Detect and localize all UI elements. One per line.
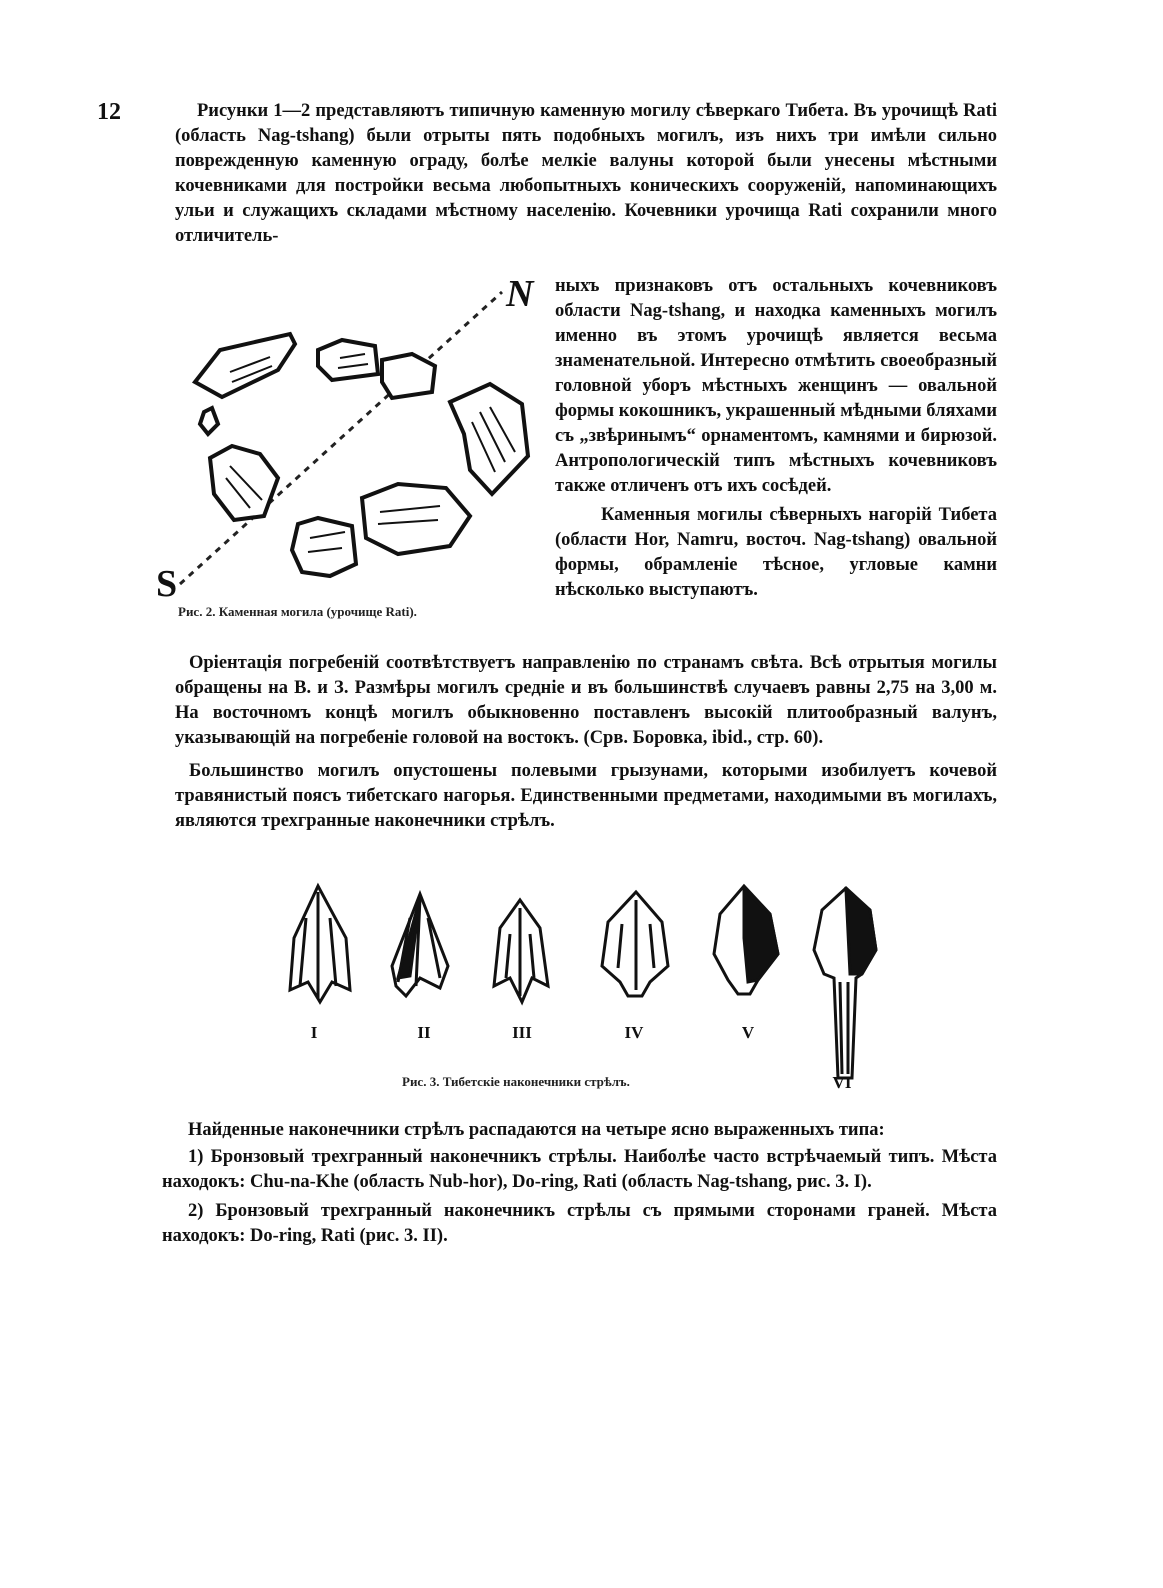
stone-3 xyxy=(382,354,435,398)
paragraph-1-text: Рисунки 1—2 представляютъ типичную каменную могилу сѣверкаго Тибета. Въ урочищѣ Rati (область Nag-tshang) были отрыты пять подобныхъ могилъ, изъ нихъ три имѣли сильно поврежденную каменную ограду, болѣе мелкіе валуны которой были унесены мѣстными кочевниками для постройки весьма любопытныхъ коническихъ сооруженій, напоминающихъ ульи и служащихъ складами мѣстному населенію. Кочевники урочища Rati сохранили много отличитель- xyxy=(175,101,997,246)
figure-3-arrowheads xyxy=(270,878,910,1098)
stone-2 xyxy=(318,340,378,380)
stone-5 xyxy=(450,384,528,494)
stone-7 xyxy=(362,484,470,554)
arrowhead-label-4: IV xyxy=(624,1023,644,1042)
south-label: S xyxy=(156,563,178,605)
paragraphs-5-7 xyxy=(162,1118,997,1249)
paragraph-1-continuation: ныхъ признаковъ отъ остальныхъ кочевниковъ области Nag-tshang, и находка каменныхъ могилъ именно въ этомъ урочищѣ является весьма знаменательной. Интересно отмѣтить своеобразный головной уборъ мѣстныхъ женщинъ — овальной формы кокошникъ, украшенный мѣдными бляхами съ „звѣринымъ“ орнаментомъ, камнями и бирюзой. Антропологическій типъ мѣстныхъ кочевниковъ также отличенъ отъ ихъ сосѣдей. xyxy=(555,276,997,496)
paragraphs-3-4 xyxy=(175,651,997,834)
paragraph-4: Большинство могилъ опустошены полевыми грызунами, которыми изобилуетъ кочевой травянистый поясъ тибетскаго нагорья. Единственными предметами, находимыми въ могилахъ, являются трехгранные наконечники стрѣлъ. xyxy=(175,761,997,831)
grave-stones xyxy=(195,334,528,576)
arrowhead-label-2: II xyxy=(417,1023,431,1042)
paragraph-6: 1) Бронзовый трехгранный наконечникъ стрѣлы. Наиболѣе часто встрѣчаемый типъ. Мѣста находокъ: Chu-na-Khe (область Nub-hor), Do-ring, Rati (область Nag-tshang, рис. 3. I). xyxy=(162,1147,997,1192)
arrowhead-label-1: I xyxy=(310,1023,318,1042)
arrowhead-label-6: VI xyxy=(832,1073,852,1092)
arrowhead-2 xyxy=(392,894,448,996)
arrowhead-label-3: III xyxy=(512,1023,532,1042)
stone-6 xyxy=(210,446,278,520)
arrowhead-4 xyxy=(602,892,668,996)
figure-3-caption: Рис. 3. Тибетскіе наконечники стрѣлъ. xyxy=(402,1074,630,1089)
paragraph-5: Найденные наконечники стрѣлъ распадаются на четыре ясно выраженныхъ типа: xyxy=(188,1120,885,1140)
arrowhead-3 xyxy=(494,900,548,1002)
right-column xyxy=(555,274,997,603)
stone-4 xyxy=(200,408,218,434)
figure-2-caption: Рис. 2. Каменная могила (урочище Rati). xyxy=(178,604,417,619)
page-number: 12 xyxy=(97,99,121,125)
paragraph-3: Оріентація погребеній соотвѣтствуетъ направленію по странамъ свѣта. Всѣ отрытыя могилы обращены на В. и З. Размѣры могилъ средніе и въ большинствѣ случаевъ равны 2,75 на 3,00 м. На восточномъ концѣ могилъ обыкновенно поставленъ высокій плитообразный валунъ, указывающій на погребеніе головой на востокъ. (Срв. Боровка, ibid., стр. 60). xyxy=(175,653,997,748)
arrowhead-6 xyxy=(814,888,876,1078)
arrowhead-label-5: V xyxy=(741,1023,755,1042)
arrowhead-5 xyxy=(714,886,778,994)
stone-8 xyxy=(292,518,356,576)
paragraph-7: 2) Бронзовый трехгранный наконечникъ стрѣлы съ прямыми сторонами граней. Мѣста находокъ: Do-ring, Rati (рис. 3. II). xyxy=(162,1201,997,1246)
paragraph-2: Каменныя могилы сѣверныхъ нагорій Тибета (области Hor, Namru, восточ. Nag-tshang) овальной формы, обрамленіе тѣсное, угловые камни нѣсколько выступаютъ. xyxy=(555,505,997,600)
paragraph-1 xyxy=(175,99,997,249)
figure-2-stone-grave xyxy=(150,262,550,605)
north-label: N xyxy=(506,273,534,315)
arrowhead-1 xyxy=(290,886,350,1002)
